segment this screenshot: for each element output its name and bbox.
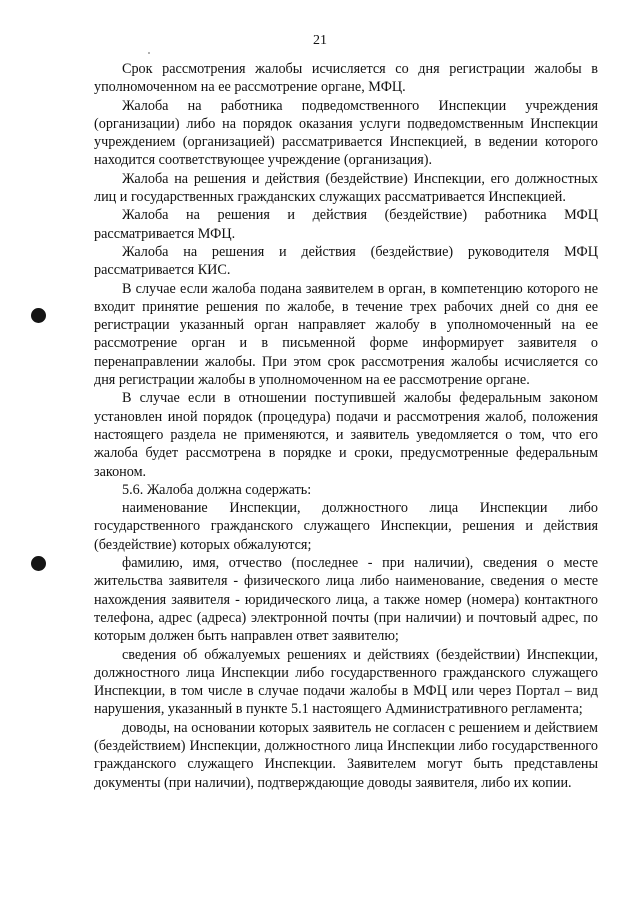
document-body [94,60,598,792]
paragraph-item-decisions: сведения об обжалуемых решениях и действиях (бездействии) Инспекции, должностного лица Инспекции либо государственного гражданского служащего Инспекции, в том числе в случае подачи жалобы в МФЦ или через Портал – вид нарушения, указанный в пункте 5.1 настоящего Административного регламента; [94,646,598,718]
paragraph-redirect: В случае если жалоба подана заявителем в орган, в компетенцию которого не входит принятие решения по жалобе, в течение трех рабочих дней со дня ее регистрации указанный орган направляет жалобу в уполномоченный на ее рассмотрение орган и в письменной форме информирует заявителя о перенаправлении жалобы. При этом срок рассмотрения жалобы исчисляется со дня регистрации жалобы в уполномоченном на ее рассмотрение органе. [94,280,598,389]
paragraph-mfc-head: Жалоба на решения и действия (бездействие) руководителя МФЦ рассматривается КИС. [94,243,598,279]
paragraph-section-5-6: 5.6. Жалоба должна содержать: [122,481,312,498]
paragraph-subordinate-institution: Жалоба на работника подведомственного Инспекции учреждения (организации) либо на порядок оказания услуги подведомственным Инспекции учреждением (организацией) рассматривается Инспекцией, в ведении которого находится соответствующее учреждение (организация). [94,97,598,169]
punch-hole-bottom [31,556,46,571]
paragraph-item-name: наименование Инспекции, должностного лица Инспекции либо государственного гражданского служащего Инспекции, решения и действия (бездействие) которых обжалуются; [94,500,598,553]
paragraph-review-period: Срок рассмотрения жалобы исчисляется со дня регистрации жалобы в уполномоченном на ее рассмотрение органе, МФЦ. [94,61,598,96]
paragraph-item-applicant-info: фамилию, имя, отчество (последнее - при наличии), сведения о месте жительства заявителя - физического лица либо наименование, сведения о месте нахождения заявителя - юридического лица, а также номер (номера) контактного телефона, адрес (адреса) электронной почты (при наличии) и почтовый адрес, по которым должен быть направлен ответ заявителю; [94,555,598,645]
paragraph-inspection-officials: Жалоба на решения и действия (бездействие) Инспекции, его должностных лиц и государственных гражданских служащих рассматривается Инспекцией. [94,170,598,206]
paragraph-federal-law: В случае если в отношении поступившей жалобы федеральным законом установлен иной порядок (процедура) подачи и рассмотрения жалоб, положения настоящего раздела не применяются, и заявитель уведомляется о том, что его жалоба будет рассмотрена в порядке и сроки, предусмотренные федеральным законом. [94,390,598,480]
page-number: 21 [313,33,327,48]
punch-hole-top [31,308,46,323]
paragraph-item-arguments: доводы, на основании которых заявитель не согласен с решением и действием (бездействием) Инспекции, должностного лица Инспекции либо государственного гражданского служащего Инспекции. Заявителем могут быть представлены документы (при наличии), подтверждающие доводы заявителя, либо их копии. [94,719,598,791]
scan-speck [148,52,150,54]
paragraph-mfc-worker: Жалоба на решения и действия (бездействие) работника МФЦ рассматривается МФЦ. [94,207,598,242]
